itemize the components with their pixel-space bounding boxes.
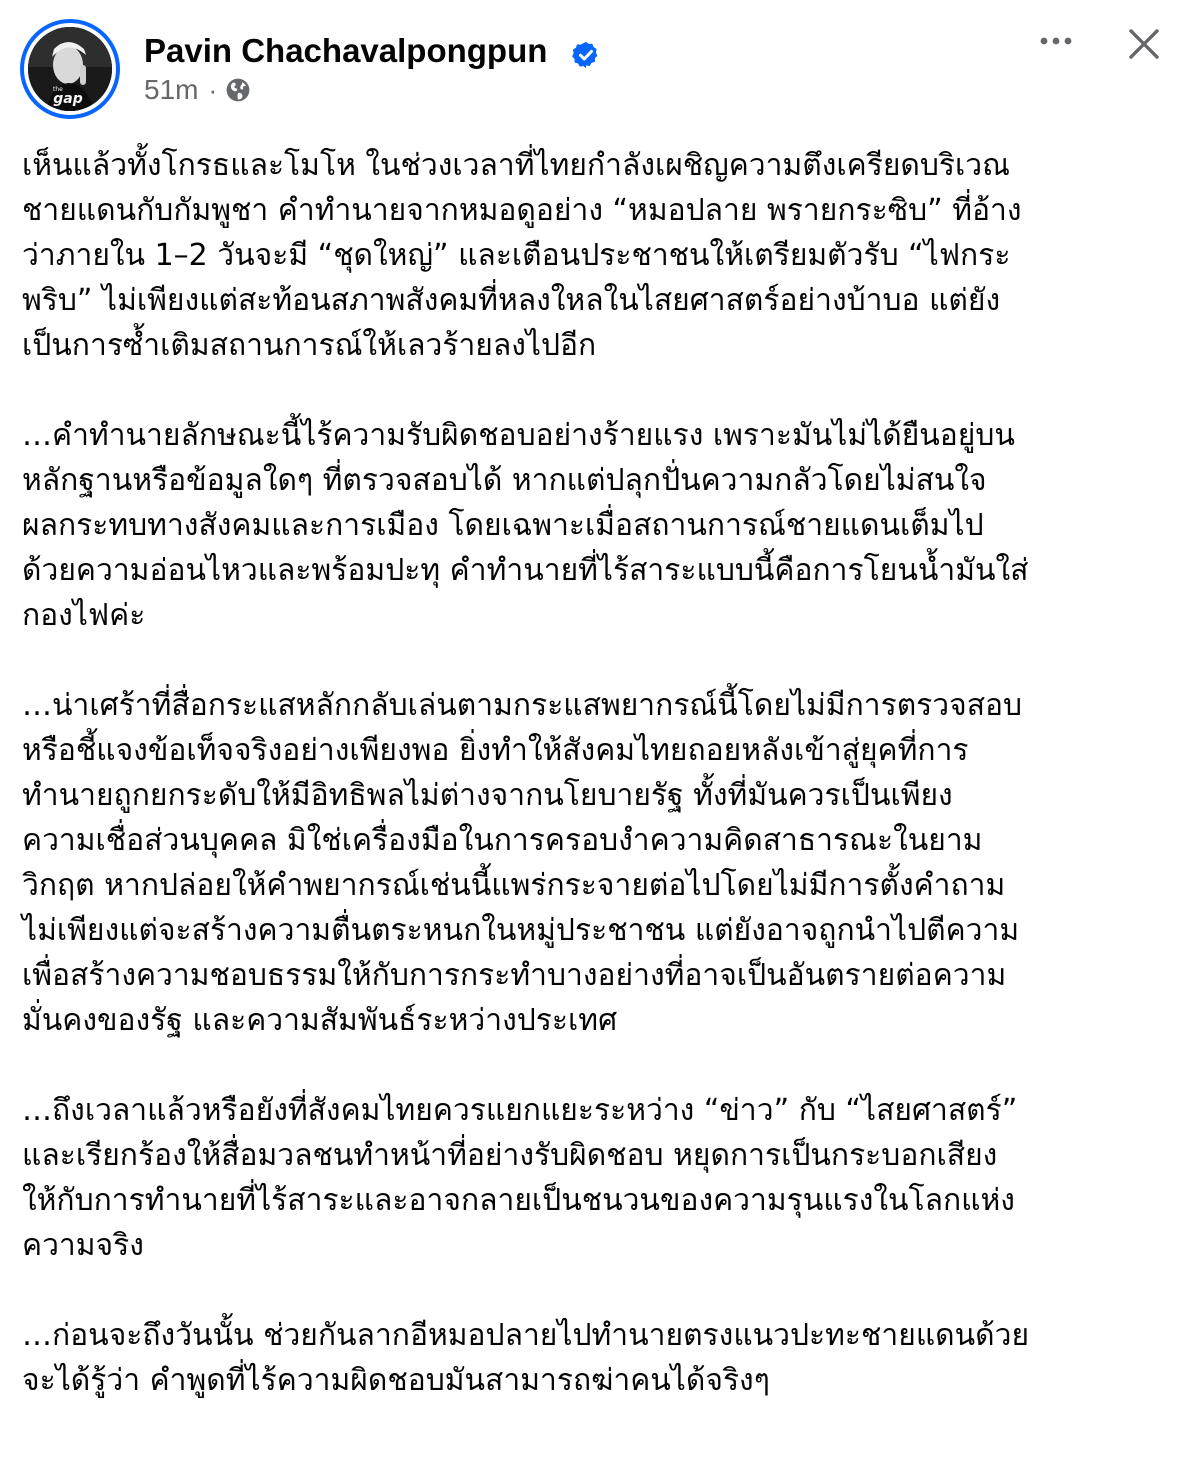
post-paragraph: [22, 1088, 1172, 1268]
text-line: หรือชี้แจงข้อเท็จจริงอย่างเพียงพอ ยิ่งทำให้สังคมไทยถอยหลังเข้าสู่ยุคที่การ: [22, 733, 969, 768]
text-line: เห็นแล้วทั้งโกรธและโมโห ในช่วงเวลาที่ไทยกำลังเผชิญความตึงเครียดบริเวณ: [22, 148, 1010, 183]
post-header: [0, 0, 1189, 120]
text-line: ให้กับการทำนายที่ไร้สาระและอาจกลายเป็นชนวนของความรุนแรงในโลกแห่ง: [22, 1183, 1015, 1218]
text-line: ชายแดนกับกัมพูชา คำทำนายจากหมอดูอย่าง “หมอปลาย พรายกระซิบ” ที่อ้าง: [22, 193, 1022, 228]
text-line: กองไฟค่ะ: [22, 598, 146, 633]
text-line: และเรียกร้องให้สื่อมวลชนทำหน้าที่อย่างรับผิดชอบ หยุดการเป็นกระบอกเสียง: [22, 1138, 998, 1173]
close-icon[interactable]: [1124, 24, 1164, 64]
text-line: ด้วยความอ่อนไหวและพร้อมปะทุ คำทำนายที่ไร้สาระแบบนี้คือการโยนน้ำมันใส่: [22, 553, 1029, 588]
post-body: [22, 143, 1172, 1448]
text-line: ความจริง: [22, 1228, 144, 1263]
svg-text:the: the: [53, 86, 63, 93]
text-line: วิกฤต หากปล่อยให้คำพยากรณ์เช่นนี้แพร่กระจายต่อไปโดยไม่มีการตั้งคำถาม: [22, 868, 1006, 903]
avatar-image: [28, 27, 112, 111]
svg-text:gap: gap: [53, 91, 83, 107]
text-line: ผลกระทบทางสังคมและการเมือง โดยเฉพาะเมื่อสถานการณ์ชายแดนเต็มไป: [22, 508, 984, 543]
post-paragraph: [22, 143, 1172, 368]
post-paragraph: [22, 413, 1172, 638]
verified-badge-icon: [571, 40, 601, 70]
post-paragraph: [22, 1313, 1172, 1403]
text-line: …น่าเศร้าที่สื่อกระแสหลักกลับเล่นตามกระแสพยากรณ์นี้โดยไม่มีการตรวจสอบ: [22, 688, 1023, 723]
text-line: เพื่อสร้างความชอบธรรมให้กับการกระทำบางอย่างที่อาจเป็นอันตรายต่อความ: [22, 958, 1007, 993]
globe-icon[interactable]: [225, 77, 251, 103]
text-line: เป็นการซ้ำเติมสถานการณ์ให้เลวร้ายลงไปอีก: [22, 328, 597, 363]
text-line: …คำทำนายลักษณะนี้ไร้ความรับผิดชอบอย่างร้ายแรง เพราะมันไม่ได้ยืนอยู่บน: [22, 418, 1015, 453]
post-timestamp[interactable]: 51m: [144, 74, 199, 105]
more-options-icon[interactable]: [1036, 26, 1076, 56]
avatar[interactable]: [20, 19, 120, 119]
author-name[interactable]: Pavin Chachavalpongpun: [144, 32, 548, 69]
avatar-photo: [28, 27, 112, 111]
text-line: …ถึงเวลาแล้วหรือยังที่สังคมไทยควรแยกแยะระหว่าง “ข่าว” กับ “ไสยศาสตร์”: [22, 1093, 1018, 1128]
text-line: จะได้รู้ว่า คำพูดที่ไร้ความผิดชอบมันสามารถฆ่าคนได้จริงๆ: [22, 1363, 770, 1398]
text-line: ความเชื่อส่วนบุคคล มิใช่เครื่องมือในการครอบงำความคิดสาธารณะในยาม: [22, 823, 983, 858]
text-line: มั่นคงของรัฐ และความสัมพันธ์ระหว่างประเทศ: [22, 1003, 618, 1038]
text-line: ทำนายถูกยกระดับให้มีอิทธิพลไม่ต่างจากนโยบายรัฐ ทั้งที่มันควรเป็นเพียง: [22, 778, 953, 813]
post-paragraph: [22, 683, 1172, 1043]
text-line: ว่าภายใน 1–2 วันจะมี “ชุดใหญ่” และเตือนประชาชนให้เตรียมตัวรับ “ไฟกระ: [22, 238, 1011, 273]
text-line: …ก่อนจะถึงวันนั้น ช่วยกันลากอีหมอปลายไปทำนายตรงแนวปะทะชายแดนด้วย: [22, 1318, 1030, 1353]
post-meta: [144, 72, 251, 108]
meta-separator: ·: [208, 74, 218, 105]
text-line: หลักฐานหรือข้อมูลใดๆ ที่ตรวจสอบได้ หากแต่ปลุกปั่นความกลัวโดยไม่สนใจ: [22, 463, 987, 498]
text-line: ไม่เพียงแต่จะสร้างความตื่นตระหนกในหมู่ประชาชน แต่ยังอาจถูกนำไปตีความ: [22, 913, 1020, 948]
text-line: พริบ” ไม่เพียงแต่สะท้อนสภาพสังคมที่หลงใหลในไสยศาสตร์อย่างบ้าบอ แต่ยัง: [22, 283, 1001, 318]
